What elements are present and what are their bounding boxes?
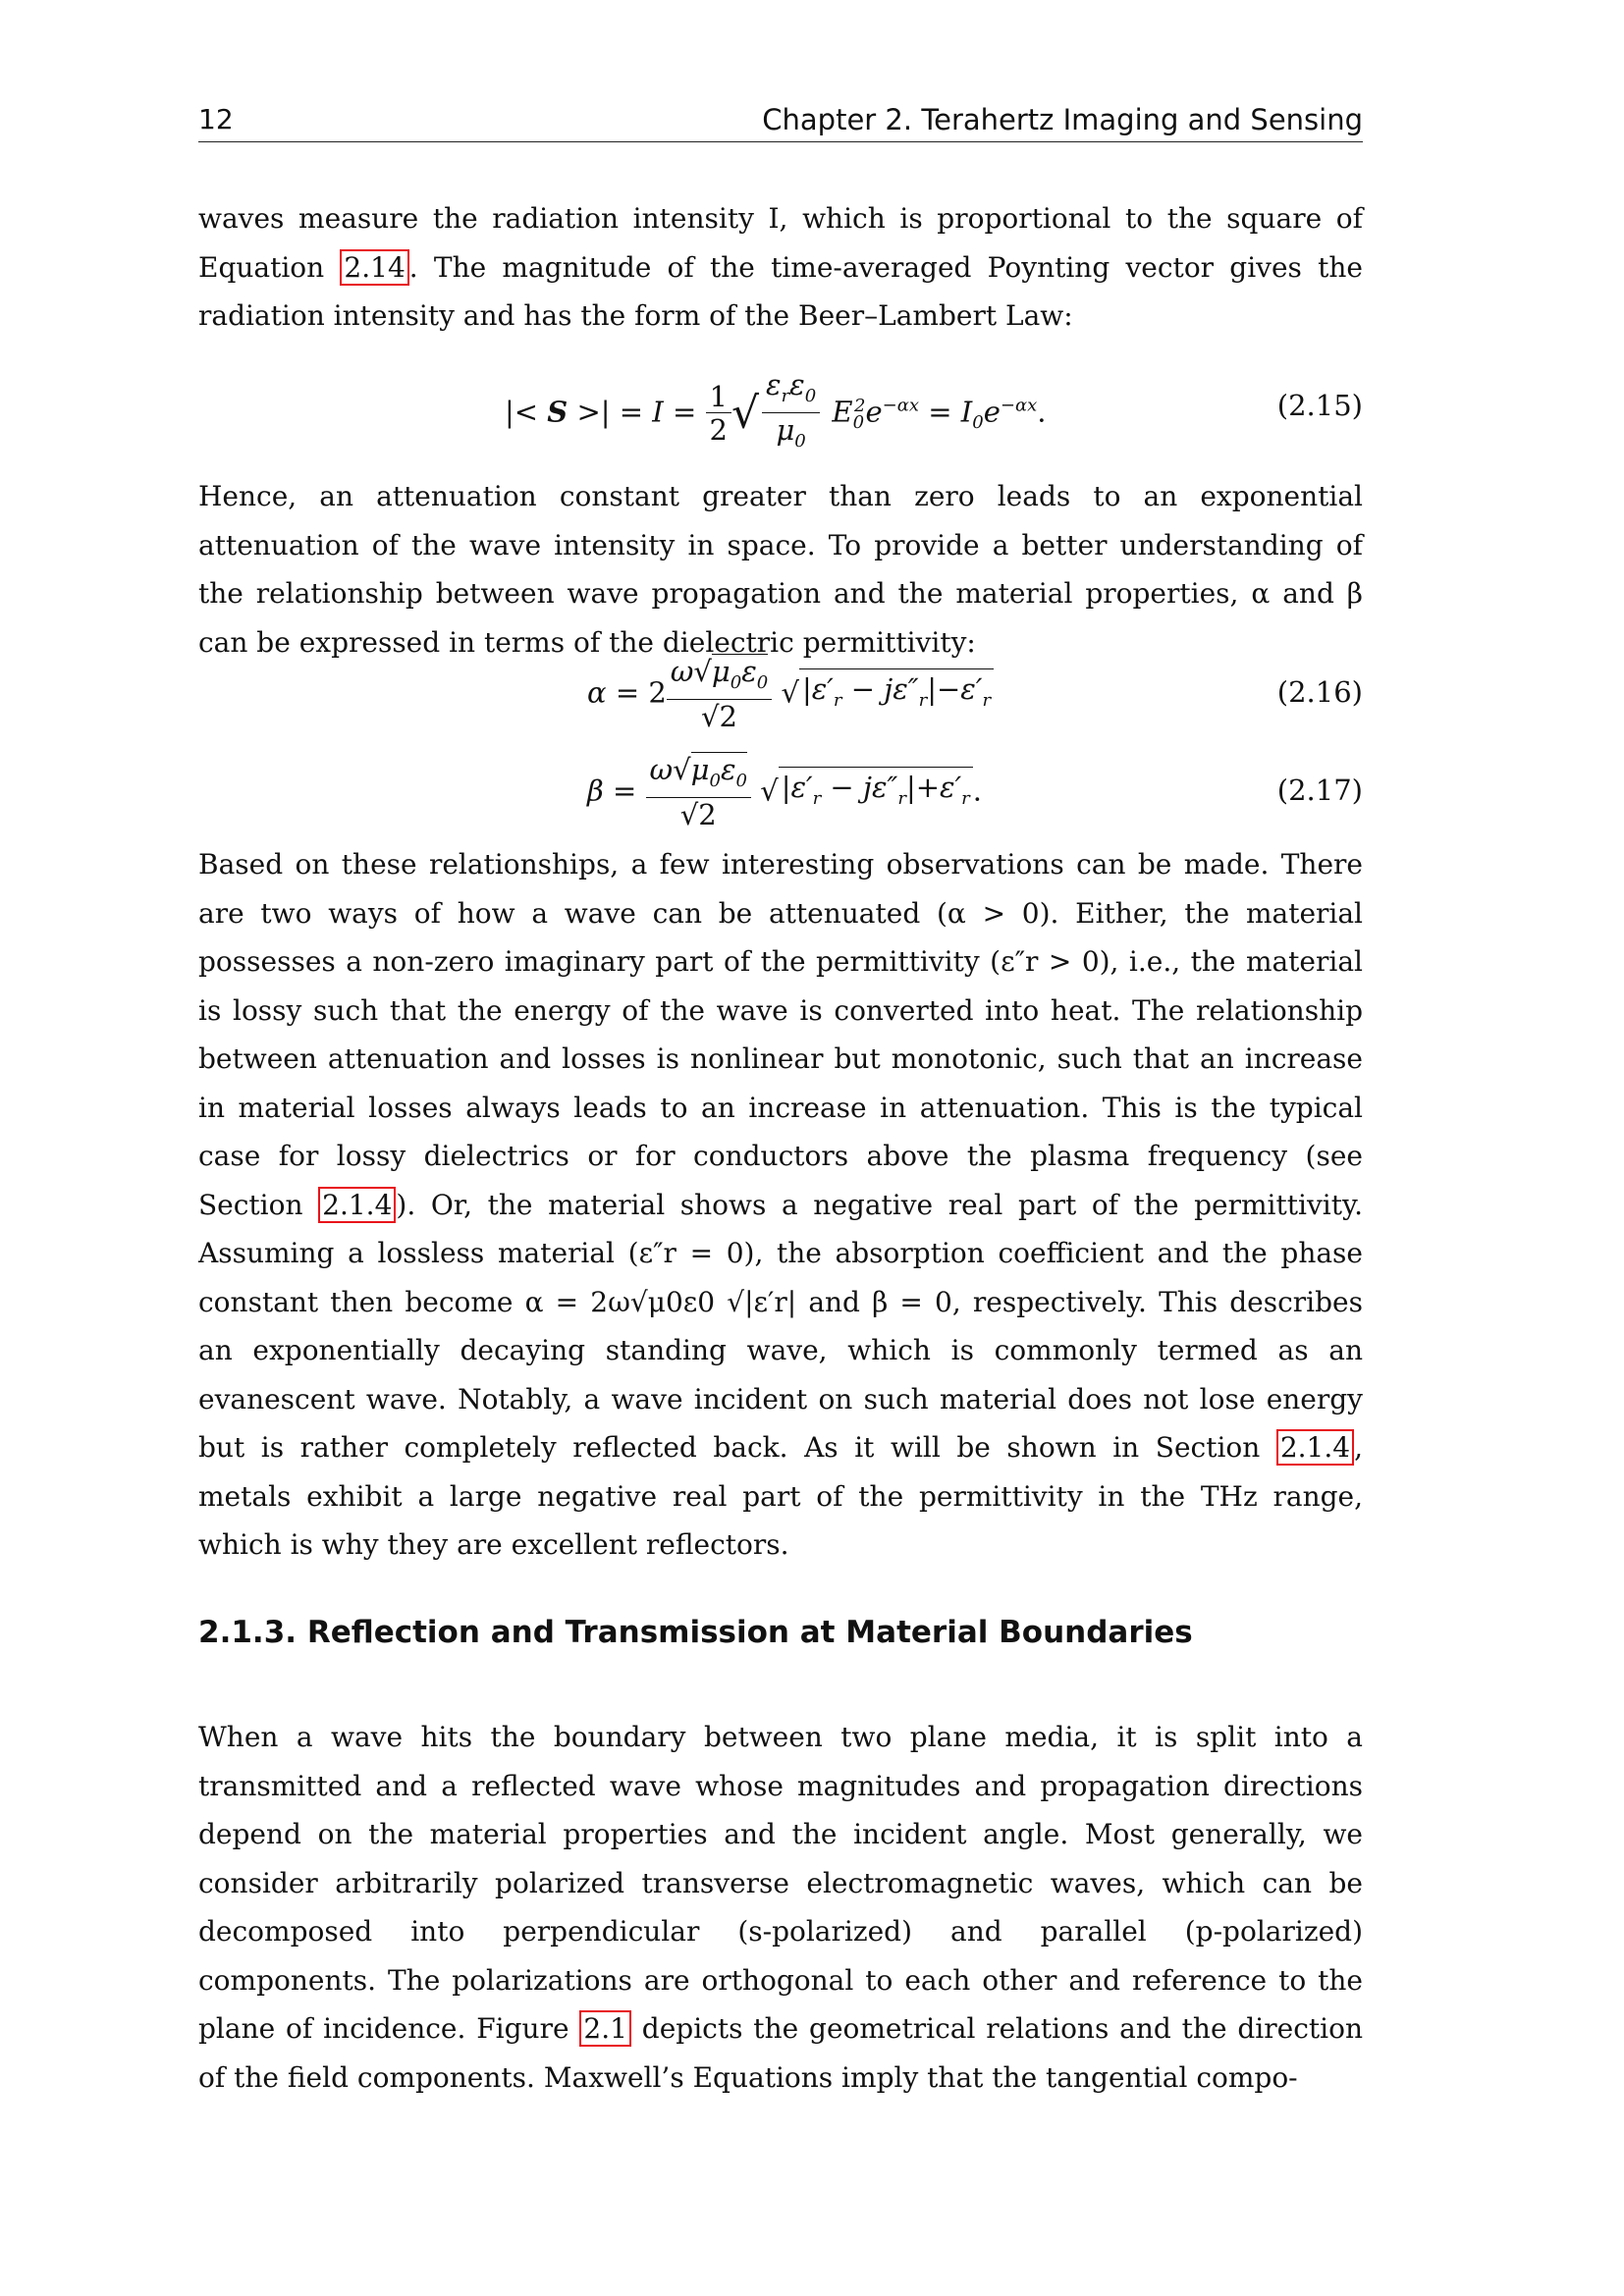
equation-2-17 (198, 754, 1363, 832)
equation-body: α = 2 $\frac{\omega√\mu_0\varepsilon_0}{√2}$ √ $|\varepsilon'_r - j\varepsilon''_r|-\varepsilon'_r$ (587, 656, 994, 733)
equation-2-16 (198, 656, 1363, 734)
figure-link[interactable]: 2.1 (579, 2010, 631, 2047)
equation-number: (2.17) (1276, 774, 1363, 807)
paragraph-text: ). Or, the material shows a negative real part of the permittivity. Assuming a lossless material (ε″r = 0), the absorption coefficient and the phase constant then become α = 2ω√μ0ε0 √|ε′r| and β = 0, respectively. This describes an exponentially decaying standing wave, which is commonly termed as an evanescent wave. Notably, a wave incident on such material does not lose energy but is rather completely reflected back. As it will be shown in Section (198, 1188, 1363, 1464)
paragraph-text: When a wave hits the boundary between two plane media, it is split into a transmitted and a reflected wave whose magnitudes and propagation directions depend on the material properties and the incident angle. Most generally, we consider arbitrarily polarized transverse electromagnetic waves, which can be decomposed into perpendicular (s-polarized) and parallel (p-polarized) components. The polarizations are orthogonal to each other and reference to the plane of incidence. Figure (198, 1721, 1363, 2045)
paragraph-text: , metals exhibit a large negative real part of the permittivity in the THz range, which is why they are excellent reflectors. (198, 1431, 1363, 1561)
equation-body: |< S >| = I = $\frac{1}{2}$ √ $\frac{\varepsilon_r\varepsilon_0}{\mu_0}$ $E_0^2e^{-\alpha x} = I_0e^{-\alpha x}$. (505, 368, 1047, 452)
paragraph-text: . The magnitude of the time-averaged Poynting vector gives the radiation intensity and has the form of the Beer–Lambert Law: (198, 250, 1364, 332)
paragraph-observations (198, 840, 1363, 1570)
equation-body: β = $\frac{\omega√\mu_0\varepsilon_0}{√2}$ √ $|\varepsilon'_r - j\varepsilon''_r|+\varepsilon'_r$ . (587, 753, 982, 831)
paragraph-attenuation: Hence, an attenuation constant greater than zero leads to an exponential attenuation of the wave intensity in space. To provide a better understanding of the relationship between wave propagation and the material properties, α and β can be expressed in terms of the dielectric permittivity: (198, 480, 1363, 659)
equation-number: (2.15) (1276, 389, 1363, 422)
paragraph-text: depicts the geometrical relations and the direction of the field components. Maxwell’s Equations imply that the tangential compo- (198, 2012, 1363, 2094)
page-number: 12 (198, 103, 234, 135)
running-header (198, 98, 1363, 142)
chapter-title: Chapter 2. Terahertz Imaging and Sensing (762, 103, 1363, 136)
equation-2-15 (198, 368, 1363, 452)
section-heading: 2.1.3. Reflection and Transmission at Material Boundaries (198, 1615, 1193, 1650)
paragraph-reflection (198, 1713, 1363, 2102)
section-link[interactable]: 2.1.4 (318, 1187, 396, 1223)
paragraph-intensity (198, 194, 1363, 341)
paragraph-text: waves measure the radiation intensity I, which is proportional to the square of Equation (198, 202, 1363, 284)
section-link[interactable]: 2.1.4 (1276, 1429, 1354, 1466)
equation-link[interactable]: 2.14 (340, 249, 408, 286)
paragraph-text: Based on these relationships, a few interesting observations can be made. There are two ways of how a wave can be attenuated (α > 0). Either, the material possesses a non-zero imaginary part of the permittivity (ε″r > 0), i.e., the material is lossy such that the energy of the wave is converted into heat. The relationship between attenuation and losses is nonlinear but monotonic, such that an increase in material losses always leads to an increase in attenuation. This is the typical case for lossy dielectrics or for conductors above the plasma frequency (see Section (198, 848, 1363, 1221)
equation-number: (2.16) (1276, 675, 1363, 709)
